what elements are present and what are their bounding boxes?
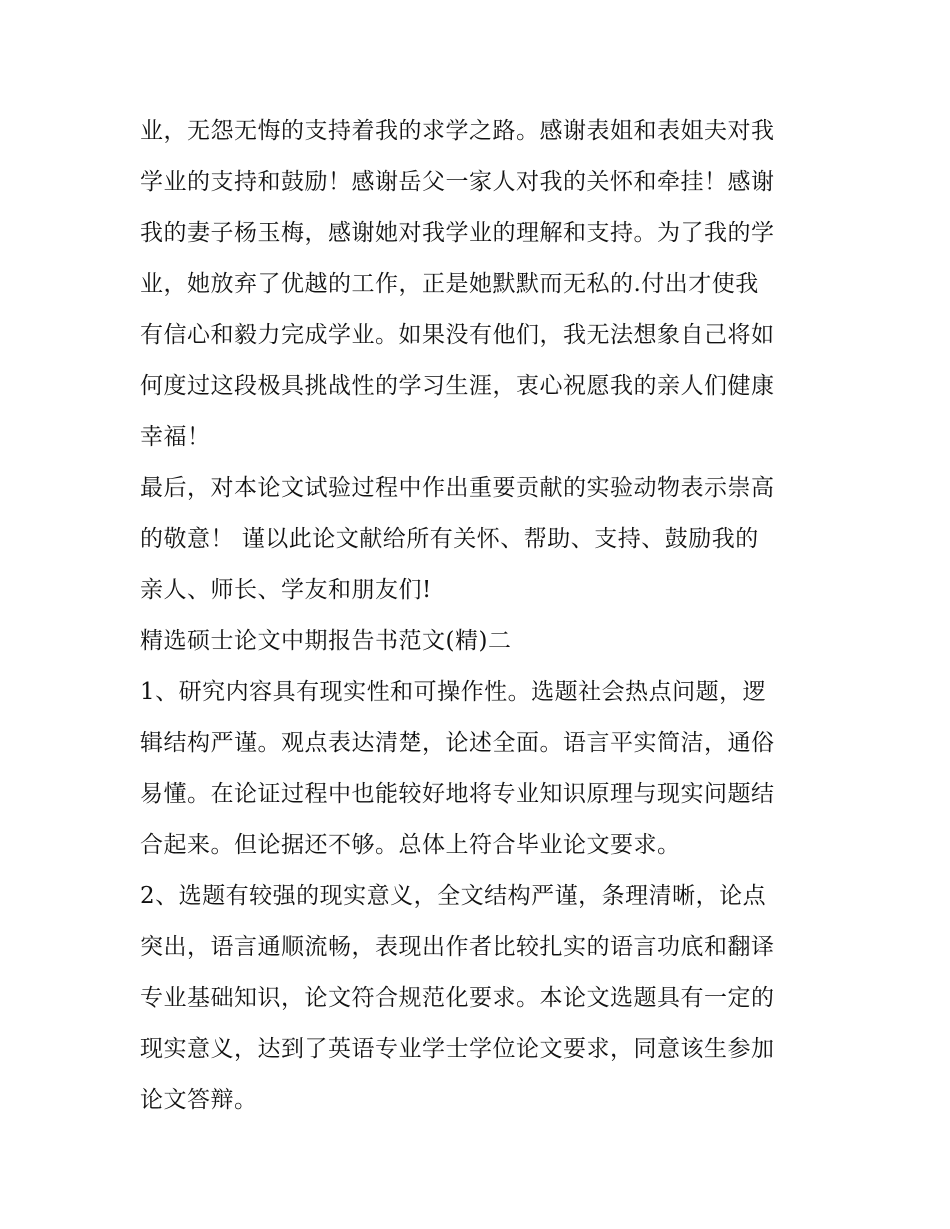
document-body — [140, 106, 830, 1126]
text-line-10: 亲人、师长、学友和朋友们! — [140, 577, 432, 603]
text-line-1: 业，无怨无悔的支持着我的求学之路。感谢表姐和表姐夫对我 — [140, 118, 775, 144]
text-line-15: 合起来。但论据还不够。总体上符合毕业论文要求。 — [140, 832, 681, 858]
text-line-19: 现实意义，达到了英语专业学士学位论文要求，同意该生参加 — [140, 1036, 775, 1062]
section-heading: 精选硕士论文中期报告书范文(精)二 — [140, 628, 512, 654]
text-line-6: 何度过这段极具挑战性的学习生涯，衷心祝愿我的亲人们健康 — [140, 373, 775, 399]
text-line-9: 的敬意！ 谨以此论文献给所有关怀、帮助、支持、鼓励我的 — [140, 526, 759, 552]
text-line-12: 1、研究内容具有现实性和可操作性。选题社会热点问题，逻 — [140, 679, 767, 705]
text-line-5: 有信心和毅力完成学业。如果没有他们，我无法想象自己将如 — [140, 322, 775, 348]
text-line-18: 专业基础知识，论文符合规范化要求。本论文选题具有一定的 — [140, 985, 775, 1011]
text-line-4: 业，她放弃了优越的工作，正是她默默而无私的.付出才使我 — [140, 271, 759, 297]
text-line-3: 我的妻子杨玉梅，感谢她对我学业的理解和支持。为了我的学 — [140, 220, 775, 246]
text-line-13: 辑结构严谨。观点表达清楚，论述全面。语言平实简洁，通俗 — [140, 730, 775, 756]
text-line-2: 学业的支持和鼓励！感谢岳父一家人对我的关怀和牵挂！感谢 — [140, 169, 775, 195]
text-line-20: 论文答辩。 — [140, 1087, 258, 1113]
text-line-7: 幸福！ — [140, 424, 211, 450]
text-line-17: 突出，语言通顺流畅，表现出作者比较扎实的语言功底和翻译 — [140, 934, 775, 960]
text-line-8: 最后，对本论文试验过程中作出重要贡献的实验动物表示崇高 — [140, 475, 775, 501]
text-line-16: 2、选题有较强的现实意义，全文结构严谨，条理清晰，论点 — [140, 883, 767, 909]
text-line-14: 易懂。在论证过程中也能较好地将专业知识原理与现实问题结 — [140, 781, 775, 807]
